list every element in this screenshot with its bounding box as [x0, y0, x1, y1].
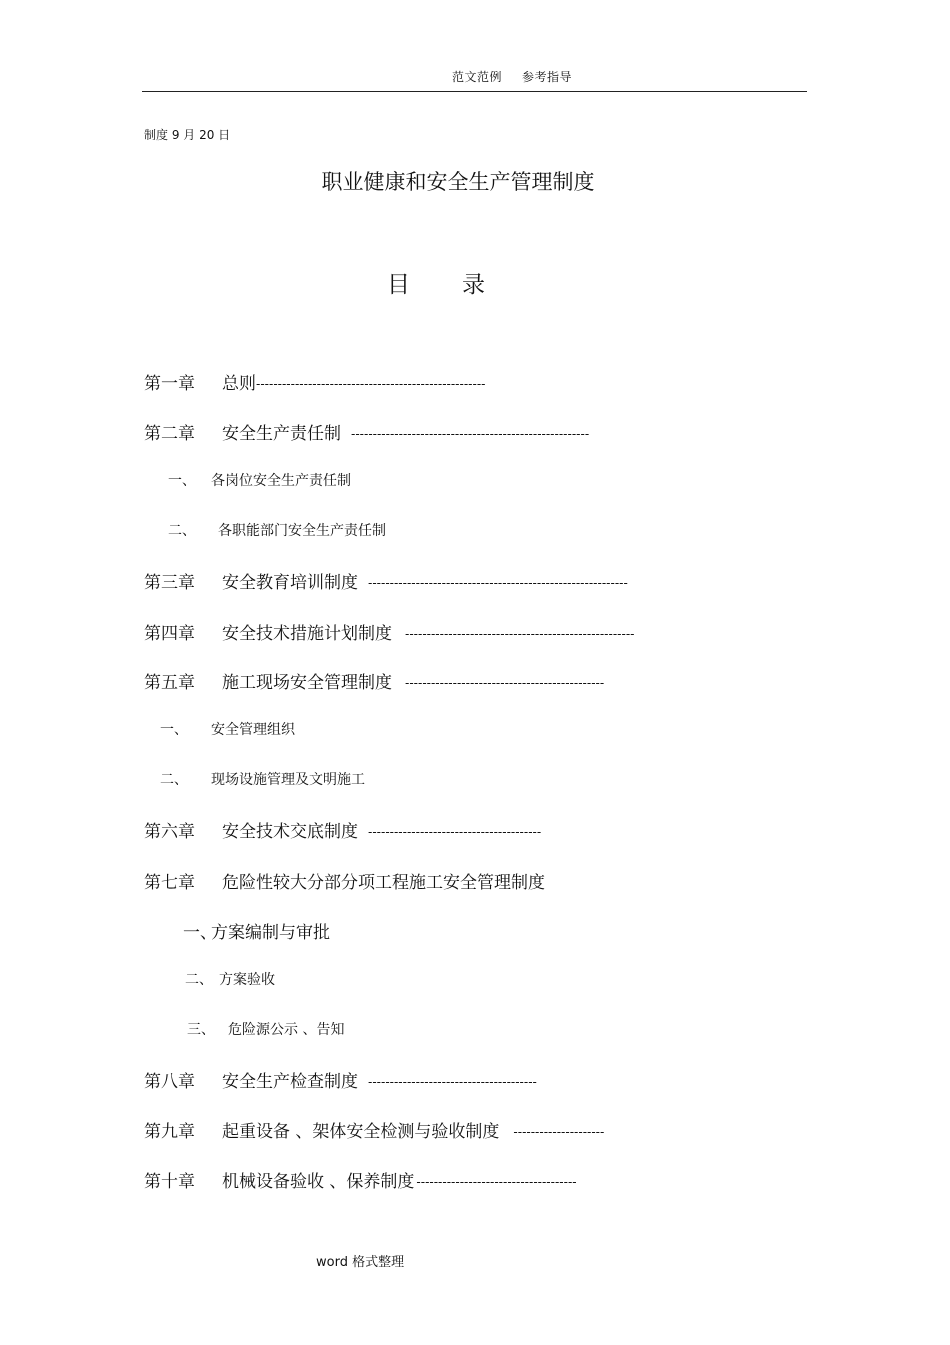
toc-entry-7-2[interactable]	[185, 969, 275, 989]
toc-number: 二、	[185, 972, 213, 988]
toc-number: 二、	[168, 523, 196, 539]
toc-entry-chapter-9[interactable]	[144, 1117, 604, 1142]
date-line: 制度 9 月 20 日	[144, 128, 231, 142]
toc-label: 各岗位安全生产责任制	[211, 473, 351, 489]
toc-leader: ---------------------	[513, 1125, 605, 1139]
toc-entry-2-2[interactable]	[168, 520, 386, 540]
toc-label: 各职能部门安全生产责任制	[218, 523, 386, 539]
toc-leader: ----------------------------------------------	[405, 676, 605, 690]
toc-entry-5-2[interactable]	[160, 769, 365, 789]
toc-label: 安全生产责任制	[222, 424, 341, 444]
toc-entry-chapter-1[interactable]	[144, 369, 486, 394]
toc-entry-chapter-8[interactable]	[144, 1067, 537, 1092]
toc-number: 第五章	[144, 673, 195, 693]
toc-label: 方案编制与审批	[211, 923, 330, 943]
toc-label: 现场设施管理及文明施工	[211, 772, 365, 788]
toc-number: 一、	[168, 473, 196, 489]
header-right: 参考指导	[522, 70, 573, 84]
toc-number: 第九章	[144, 1122, 195, 1142]
toc-entry-2-1[interactable]	[168, 470, 351, 490]
toc-leader: ----------------------------------------	[368, 825, 542, 839]
toc-number: 第二章	[144, 424, 195, 444]
toc-label: 安全技术交底制度	[222, 822, 358, 842]
toc-label: 总则	[222, 374, 256, 394]
toc-label: 方案验收	[219, 972, 275, 988]
toc-label: 安全管理组织	[211, 722, 295, 738]
header-rule	[142, 91, 807, 92]
toc-label: 危险性较大分部分项工程施工安全管理制度	[222, 873, 545, 893]
toc-label: 安全生产检查制度	[222, 1072, 358, 1092]
document-title: 职业健康和安全生产管理制度	[321, 170, 595, 194]
header-text	[452, 68, 572, 85]
toc-number: 第八章	[144, 1072, 195, 1092]
toc-label: 起重设备 、架体安全检测与验收制度	[222, 1122, 500, 1142]
toc-entry-chapter-3[interactable]	[144, 568, 628, 593]
toc-label: 安全教育培训制度	[222, 573, 358, 593]
toc-entry-chapter-4[interactable]	[144, 619, 635, 644]
toc-entry-chapter-10[interactable]	[144, 1167, 577, 1192]
page-footer: word 格式整理	[316, 1255, 405, 1270]
toc-leader: ---------------------------------------	[368, 1075, 537, 1089]
toc-entry-chapter-5[interactable]	[144, 668, 604, 693]
toc-heading: 目录	[387, 272, 537, 298]
header-left: 范文范例	[452, 70, 503, 84]
toc-label: 机械设备验收 、保养制度	[222, 1172, 415, 1192]
toc-entry-7-1[interactable]	[183, 918, 330, 943]
toc-number: 二、	[160, 772, 188, 788]
toc-leader: ------------------------------------------------------------	[368, 576, 628, 590]
toc-label: 施工现场安全管理制度	[222, 673, 392, 693]
toc-entry-7-3[interactable]	[187, 1019, 344, 1039]
toc-number: 一、	[183, 923, 217, 943]
toc-number: 三、	[187, 1022, 215, 1038]
toc-entry-chapter-2[interactable]	[144, 419, 589, 444]
toc-leader: -------------------------------------------------------	[351, 427, 590, 441]
toc-entry-5-1[interactable]	[160, 719, 295, 739]
toc-entry-chapter-7[interactable]	[144, 868, 545, 893]
toc-number: 第三章	[144, 573, 195, 593]
toc-number: 第七章	[144, 873, 195, 893]
toc-number: 第一章	[144, 374, 195, 394]
toc-leader: -------------------------------------	[416, 1175, 577, 1189]
toc-number: 第四章	[144, 624, 195, 644]
toc-label: 安全技术措施计划制度	[222, 624, 392, 644]
toc-number: 第十章	[144, 1172, 195, 1192]
toc-number: 一、	[160, 722, 188, 738]
page-header	[0, 68, 950, 88]
toc-leader: -----------------------------------------------------	[256, 377, 486, 391]
toc-label: 危险源公示 、告知	[228, 1022, 345, 1038]
toc-number: 第六章	[144, 822, 195, 842]
toc-leader: -----------------------------------------------------	[405, 627, 635, 641]
toc-entry-chapter-6[interactable]	[144, 817, 541, 842]
